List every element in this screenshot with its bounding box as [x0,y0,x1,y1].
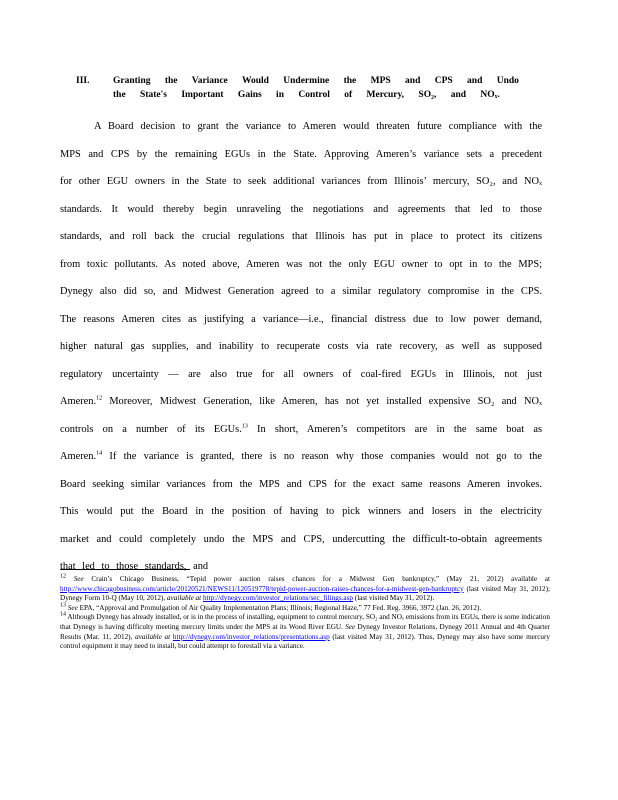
footnote-13 [60,604,550,614]
footnote-ref-14[interactable]: 14 [96,450,103,457]
paragraph-text: Moreover, Midwest Generation, like Ameren, has not yet installed expensive SO₂ and NOₓ controls on a number of its EGUs. [60,396,542,435]
footnote-text: (last visited May 31, 2012). [353,594,435,603]
section-number: III. [76,76,90,86]
footnote-ref-13[interactable]: 13 [241,423,248,430]
section-title: Granting the Variance Would Undermine the MPS and CPS and Undo the State's Important Gains in Control of Mercury, SO₂, and NOₓ. [113,76,519,100]
footnote-text: Although Dynegy has already installed, or is in the process of installing, equipment to control mercury, SO₂ and NOₓ emissions from its EGUs, there is some indication that Dynegy is having difficulty meeting mercury limits under the MPS at its Wood River EGU. [60,613,550,631]
paragraph-text: In short, Ameren’s competitors are in the same boat as Ameren. [60,423,542,462]
paragraph [60,113,542,581]
footnote-ref-12[interactable]: 12 [96,395,103,402]
signal-available: available at [135,632,171,641]
paragraph-text: If the variance is granted, there is no reason why those companies would not go to the Board seeking similar variances from the MPS and CPS for the exact same reasons Ameren invokes. This would put the Board in the position of having to pick winners and losers in the electricity market and could completely undo the MPS and CPS, undercutting the difficult-to-obtain agreements that led to those standards, and [60,451,542,572]
footnote-text: (last visited May 31, 2012). Thus, Dynegy may also have some mercury control equipment it may need to install, but could attempt to forestall via a variance. [60,632,551,651]
signal-available: available at [167,594,202,603]
footnote-text: Crain’s Chicago Business, “Tepid power auction raises chances for a Midwest Gen bankruptcy,” (May 21, 2012) available at [83,575,550,583]
footnotes [60,575,550,652]
footnote-separator [60,569,190,570]
footnote-link[interactable]: http://dynegy.com/investor_relations/sec_filings.asp [202,594,353,603]
footnote-mark: 14 [60,611,66,618]
paragraph-text: A Board decision to grant the variance to Ameren would threaten future compliance with the MPS and CPS by the remaining EGUs in the State. Approving Ameren’s variance sets a precedent for other EGU owners in the State to seek additional variances from Illinois’ mercury, SO₂, and NOₓ standards. It would thereby begin unraveling the negotiations and agreements that led to those standards, and roll back the crucial regulations that Illinois has put in place to protect its citizens from toxic pollutants. As noted above, Ameren was not the only EGU owner to opt in to the MPS; Dynegy also did so, and Midwest Generation agreed to a similar regulatory compromise in the CPS. The reasons Ameren cites as justifying a variance—i.e., financial distress due to low power demand, higher natural gas supplies, and inability to recuperate costs via rate recovery, as well as supposed regulatory uncertainty — are also true for all owners of coal-fired EGUs in Illinois, not just Ameren. [60,121,542,407]
footnote-mark: 13 [60,602,66,609]
footnote-text: EPA, “Approval and Promulgation of Air Quality Implementation Plans; Illinois; Regional Haze,” 77 Fed. Reg. 3966, 3972 (Jan. 26, 2012). [77,603,482,612]
footnote-14 [60,613,550,651]
footnote-mark: 12 [60,573,66,580]
signal-see: See [73,575,84,583]
signal-see: See [345,622,356,631]
footnote-text: Dynegy Investor Relations, Dynegy 2011 Annual and 4th Quarter Results (Mar. 11, 2012), [60,622,551,641]
signal-see: See [67,603,78,612]
footnote-link[interactable]: http://dynegy.com/investor_relations/presentations.asp [172,632,330,641]
footnote-link[interactable]: http://www.chicagobusiness.com/article/20120521/NEWS11/120519778/tepid-power-auction-raises-chances-for-a-midwest-gen-bankruptcy [60,584,464,593]
footnote-12 [60,575,550,604]
body-paragraph [60,113,542,581]
footnote-text: (last visited May 31, 2012); Dynegy Form 10-Q (May 10, 2012), [60,584,550,603]
